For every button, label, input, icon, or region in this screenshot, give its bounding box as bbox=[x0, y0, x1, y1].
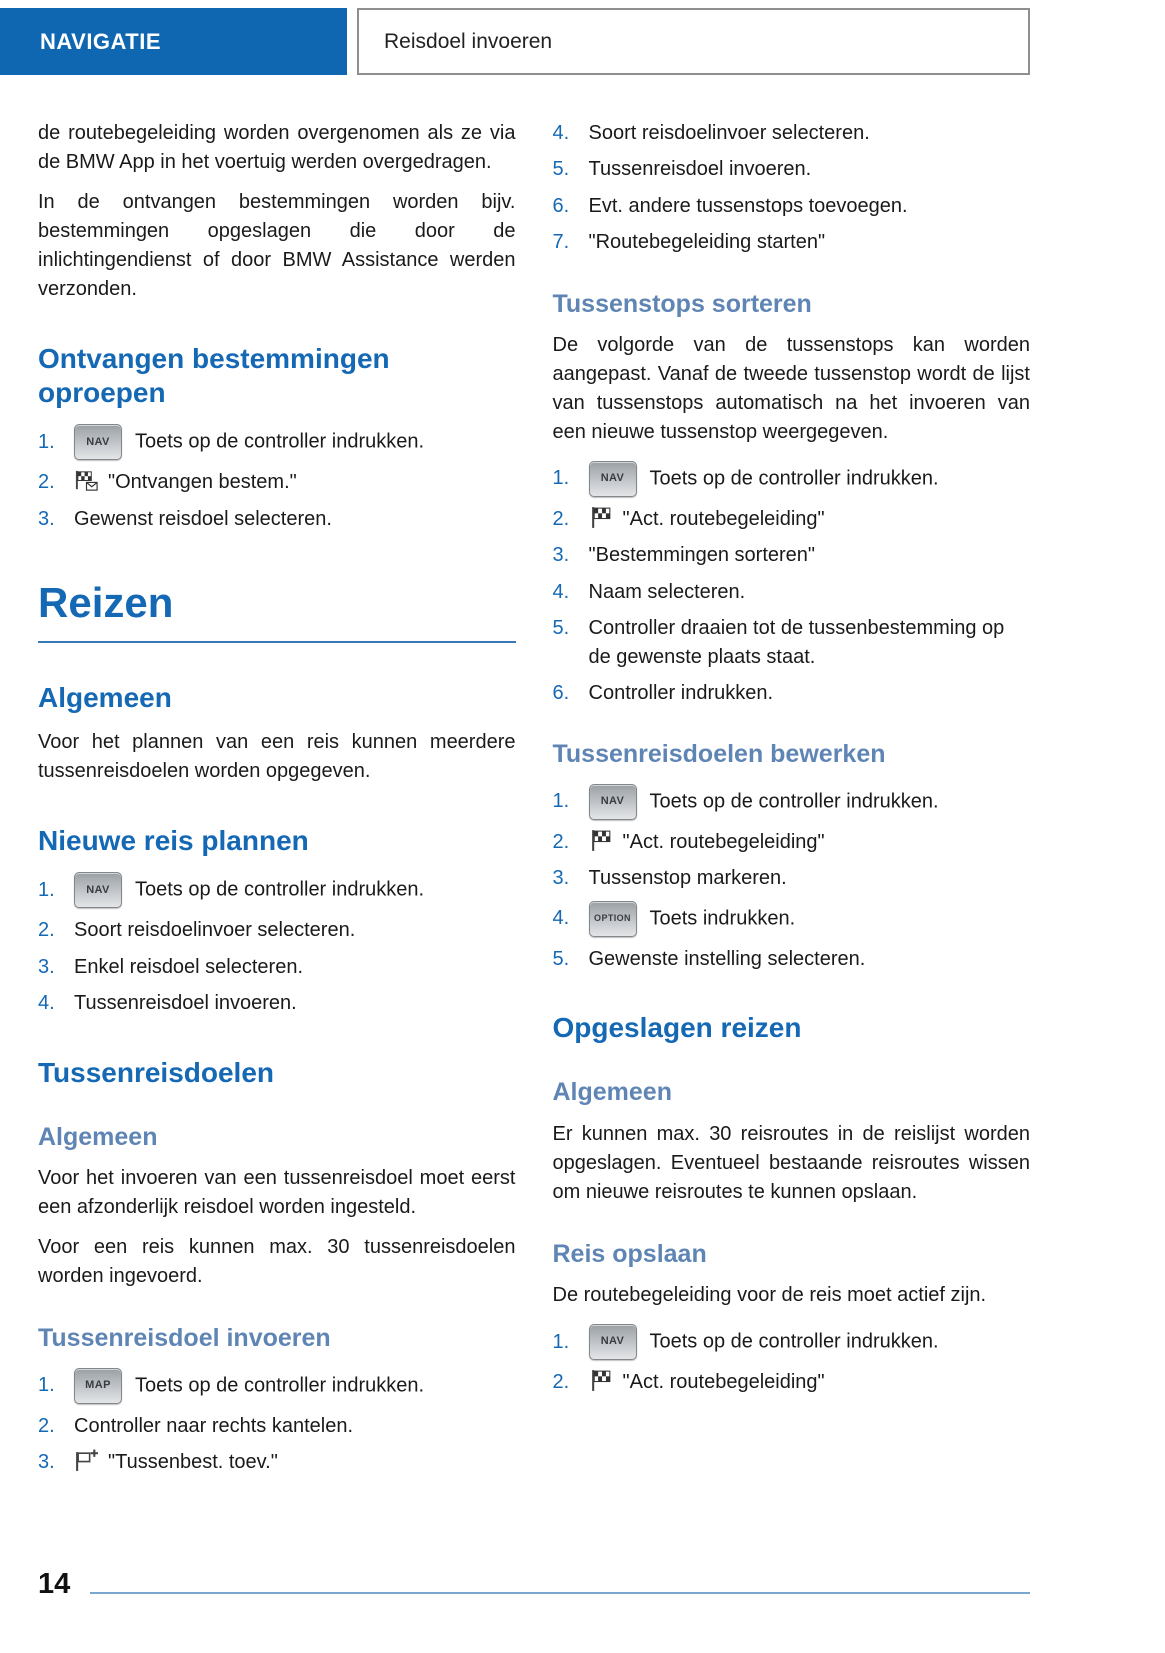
list-item bbox=[553, 155, 1031, 183]
chapter-tab bbox=[0, 8, 347, 75]
checkered-flag-icon bbox=[589, 828, 614, 853]
step-text: Evt. andere tussenstops toevoegen. bbox=[588, 194, 908, 217]
step-text: Soort reisdoelinvoer selecteren. bbox=[588, 122, 870, 144]
step-text: Gewenste instelling selecteren. bbox=[588, 947, 866, 970]
list-item bbox=[553, 541, 1031, 569]
left-column bbox=[38, 119, 516, 1485]
step-text: Toets op de controller indrukken. bbox=[649, 1330, 939, 1353]
paragraph: de routebegeleiding worden overgenomen als ze via de BMW App in het voertuig werden overgedragen. bbox=[38, 122, 516, 173]
step-text: Naam selecteren. bbox=[588, 580, 746, 603]
step-number: 4. bbox=[38, 992, 55, 1015]
paragraph: De volgorde van de tussenstops kan worden aangepast. Vanaf de tweede tussenstop wordt de lijst van tussenstops automatisch na het invoeren van een nieuwe tussenstop weergegeven. bbox=[552, 334, 1030, 444]
step-body bbox=[589, 784, 939, 820]
heading-algemeen: Algemeen bbox=[38, 682, 172, 714]
step-text: Tussenreisdoel invoeren. bbox=[588, 158, 812, 181]
step-text: "Tussenbest. toev." bbox=[108, 1451, 278, 1474]
step-number: 3. bbox=[38, 507, 55, 530]
list-item bbox=[553, 461, 1031, 497]
map-key-icon: MAP bbox=[74, 1368, 122, 1404]
step-text: Toets op de controller indrukken. bbox=[649, 467, 939, 490]
list-item bbox=[38, 989, 516, 1017]
list-item bbox=[553, 784, 1031, 820]
step-text: Toets op de controller indrukken. bbox=[135, 430, 425, 453]
nav-key-icon: NAV bbox=[589, 784, 637, 820]
step-number: 1. bbox=[38, 878, 55, 901]
step-text: "Act. routebegeleiding" bbox=[622, 508, 825, 531]
step-body bbox=[589, 828, 825, 856]
step-number: 4. bbox=[552, 122, 570, 144]
step-text: Toets op de controller indrukken. bbox=[649, 790, 939, 813]
list-item bbox=[553, 945, 1031, 973]
step-number: 6. bbox=[552, 682, 570, 705]
paragraph: Voor het invoeren van een tussenreisdoel moet eerst een afzonderlijk reisdoel worden ingesteld. bbox=[38, 1167, 516, 1219]
step-body bbox=[589, 1324, 939, 1360]
section-title: Reisdoel invoeren bbox=[384, 29, 553, 53]
list-item bbox=[553, 1324, 1031, 1360]
checkered-flag-icon bbox=[589, 505, 614, 530]
list-item bbox=[553, 505, 1031, 533]
ontvangen-steps-list bbox=[38, 424, 516, 533]
list-item bbox=[553, 614, 1031, 671]
step-body bbox=[589, 1368, 825, 1396]
paragraph: Voor een reis kunnen max. 30 tussenreisdoelen worden ingevoerd. bbox=[38, 1236, 516, 1288]
checkered-flag-icon bbox=[589, 1368, 614, 1393]
chapter-title: NAVIGATIE bbox=[40, 28, 162, 54]
subheading-algemeen: Algemeen bbox=[552, 1078, 672, 1107]
step-body bbox=[74, 1368, 424, 1404]
step-number: 4. bbox=[552, 906, 570, 929]
list-item bbox=[553, 679, 1031, 707]
step-number: 1. bbox=[38, 430, 55, 453]
right-column bbox=[553, 119, 1031, 1485]
step-number: 2. bbox=[552, 830, 570, 853]
list-item bbox=[38, 953, 516, 981]
subheading-tussenreisdoelen-bewerken: Tussenreisdoelen bewerken bbox=[552, 740, 886, 769]
step-text: Toets op de controller indrukken. bbox=[135, 878, 425, 901]
subheading-tussenstops-sorteren: Tussenstops sorteren bbox=[552, 289, 812, 318]
paragraph: In de ontvangen bestemmingen worden bijv. bestemmingen opgeslagen die door de inlichtingendienst of door BMW Assistance werden verzonden. bbox=[38, 191, 516, 300]
paragraph: De routebegeleiding voor de reis moet actief zijn. bbox=[552, 1284, 987, 1307]
nav-key-icon: NAV bbox=[74, 424, 122, 460]
step-number: 3. bbox=[552, 867, 570, 890]
step-text: Controller indrukken. bbox=[588, 682, 774, 705]
step-number: 1. bbox=[552, 1330, 570, 1353]
list-item bbox=[553, 828, 1031, 856]
step-body bbox=[74, 424, 424, 460]
step-text: "Ontvangen bestem." bbox=[108, 471, 297, 494]
step-body bbox=[589, 901, 796, 937]
list-item bbox=[38, 916, 516, 944]
list-item bbox=[38, 505, 516, 533]
page-content bbox=[0, 75, 1165, 1485]
heading-opgeslagen-reizen: Opgeslagen reizen bbox=[552, 1012, 802, 1044]
heading-reizen: Reizen bbox=[38, 579, 516, 643]
nav-key-icon: NAV bbox=[589, 1324, 637, 1360]
step-text: Tussenreisdoel invoeren. bbox=[74, 992, 297, 1015]
step-number: 5. bbox=[552, 947, 570, 970]
step-number: 1. bbox=[552, 790, 570, 813]
step-number: 3. bbox=[552, 544, 570, 567]
step-text: Controller draaien tot de tussenbestemming op de gewenste plaats staat. bbox=[588, 617, 1005, 668]
step-text: "Bestemmingen sorteren" bbox=[588, 544, 816, 567]
step-number: 7. bbox=[552, 231, 570, 254]
list-item bbox=[553, 864, 1031, 892]
step-text: Tussenstop markeren. bbox=[588, 867, 787, 890]
step-number: 3. bbox=[38, 1451, 55, 1474]
heading-ontvangen-bestemmingen-oproepen: Ontvangen bestemmingen oproepen bbox=[38, 343, 390, 409]
nav-key-icon: NAV bbox=[74, 872, 122, 908]
paragraph: Voor het plannen van een reis kunnen meerdere tussenreisdoelen worden opgegeven. bbox=[38, 731, 516, 783]
step-body bbox=[74, 872, 424, 908]
step-number: 1. bbox=[552, 467, 570, 490]
step-text: "Routebegeleiding starten" bbox=[588, 231, 826, 254]
section-title-box bbox=[357, 8, 1030, 75]
subheading-algemeen: Algemeen bbox=[38, 1122, 158, 1151]
step-number: 2. bbox=[38, 471, 55, 494]
step-text: Enkel reisdoel selecteren. bbox=[74, 955, 304, 978]
option-key-icon: OPTION bbox=[589, 901, 637, 937]
page-header bbox=[0, 8, 1165, 75]
list-item bbox=[553, 901, 1031, 937]
step-number: 1. bbox=[38, 1374, 55, 1397]
heading-tussenreisdoelen: Tussenreisdoelen bbox=[38, 1056, 275, 1088]
list-item bbox=[38, 1368, 516, 1404]
paragraph: Er kunnen max. 30 reisroutes in de reislijst worden opgeslagen. Eventueel bestaande reisroutes wissen om nieuwe reisroutes te kunnen opslaan. bbox=[552, 1122, 1030, 1203]
step-number: 6. bbox=[552, 194, 570, 217]
step-number: 2. bbox=[552, 508, 570, 531]
sorteren-steps-list bbox=[553, 461, 1031, 707]
list-item bbox=[553, 119, 1031, 147]
step-body bbox=[74, 468, 297, 496]
page-footer bbox=[38, 1568, 1030, 1601]
step-text: Toets indrukken. bbox=[649, 906, 796, 929]
add-interim-destination-flag-icon bbox=[74, 1448, 99, 1473]
step-text: "Act. routebegeleiding" bbox=[622, 1371, 825, 1394]
list-item bbox=[38, 1412, 516, 1440]
step-text: Gewenst reisdoel selecteren. bbox=[74, 507, 332, 530]
step-number: 2. bbox=[38, 1414, 55, 1437]
received-destinations-flag-icon bbox=[74, 468, 99, 493]
step-number: 5. bbox=[552, 617, 570, 640]
opslaan-steps-list bbox=[553, 1324, 1031, 1396]
step-number: 4. bbox=[552, 580, 570, 603]
step-body bbox=[74, 1448, 278, 1476]
nav-key-icon: NAV bbox=[589, 461, 637, 497]
page-number: 14 bbox=[38, 1568, 71, 1600]
list-item bbox=[553, 578, 1031, 606]
list-item bbox=[38, 1448, 516, 1476]
list-item bbox=[38, 872, 516, 908]
list-item bbox=[38, 468, 516, 496]
subheading-tussenreisdoel-invoeren: Tussenreisdoel invoeren bbox=[38, 1324, 331, 1353]
step-body bbox=[589, 461, 939, 497]
step-number: 2. bbox=[38, 919, 55, 942]
footer-divider bbox=[90, 1592, 1030, 1594]
list-item bbox=[553, 1368, 1031, 1396]
step-text: Soort reisdoelinvoer selecteren. bbox=[74, 919, 356, 942]
heading-nieuwe-reis-plannen: Nieuwe reis plannen bbox=[38, 825, 309, 857]
step-number: 3. bbox=[38, 955, 55, 978]
nieuwe-reis-steps-list bbox=[38, 872, 516, 1017]
list-item bbox=[553, 228, 1031, 256]
step-text: Controller naar rechts kantelen. bbox=[74, 1414, 354, 1437]
step-text: Toets op de controller indrukken. bbox=[135, 1374, 425, 1397]
subheading-reis-opslaan: Reis opslaan bbox=[552, 1239, 707, 1268]
step-body bbox=[589, 505, 825, 533]
list-item bbox=[553, 192, 1031, 220]
step-number: 5. bbox=[552, 158, 570, 181]
step-number: 2. bbox=[552, 1371, 570, 1394]
bewerken-steps-list bbox=[553, 784, 1031, 973]
list-item bbox=[38, 424, 516, 460]
invoeren-steps-list bbox=[38, 1368, 516, 1477]
step-text: "Act. routebegeleiding" bbox=[622, 830, 825, 853]
continued-steps-list bbox=[553, 119, 1031, 257]
